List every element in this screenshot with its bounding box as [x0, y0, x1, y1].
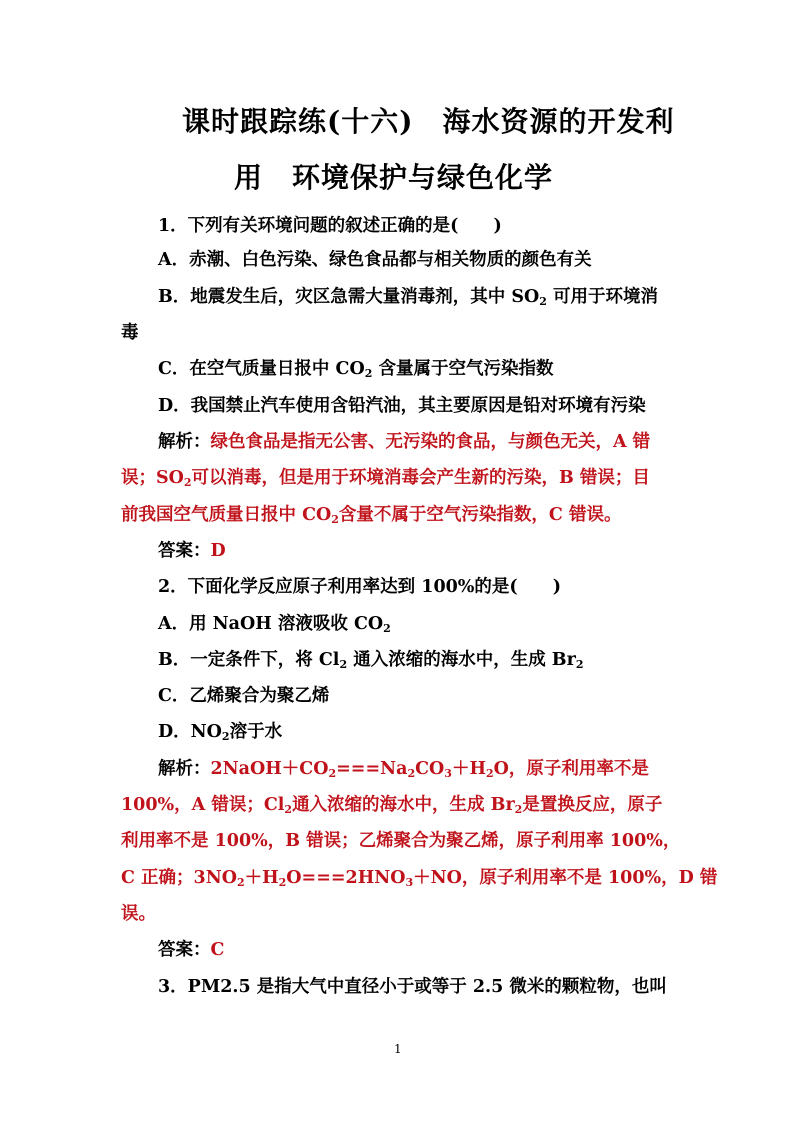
q2-analysis-line-2: 100%，A 错误；$Cl_2$通入浓缩的海水中，生成 $Br_2$是置换反应，原子 [121, 795, 663, 816]
q2-option-a: A．用 NaOH 溶液吸收 $CO_2$ [158, 614, 391, 635]
q1-stem: 1．下列有关环境问题的叙述正确的是( ) [158, 216, 502, 236]
q1-option-b-cont: 毒 [121, 323, 139, 343]
q2-answer: 答案：C [158, 940, 225, 960]
q2-analysis-line-1: 解析：$2NaOH+CO_2===Na_2CO_3+H_2O$，原子利用率不是 [158, 759, 649, 780]
q1-answer: 答案：D [158, 541, 226, 561]
q2-analysis-line-5: 误。 [121, 904, 156, 924]
page-number: 1 [394, 1042, 402, 1056]
page-title-line-1: 课时跟踪练(十六) 海水资源的开发利 [182, 105, 675, 138]
q1-option-d: D．我国禁止汽车使用含铅汽油，其主要原因是铅对环境有污染 [158, 396, 646, 416]
q2-stem: 2．下面化学反应原子利用率达到 100%的是( ) [158, 577, 561, 597]
q2-analysis-line-4: C 正确；$3NO_2+H_2O===2HNO_3+NO$，原子利用率不是 100%，D 错 [121, 868, 718, 889]
q1-analysis-line-2: 误；$SO_2$可以消毒，但是用于环境消毒会产生新的污染，B 错误；目 [121, 468, 650, 489]
q2-option-c: C．乙烯聚合为聚乙烯 [158, 686, 330, 706]
q2-option-d: D．$NO_2$溶于水 [158, 722, 283, 743]
q2-analysis-line-3: 利用率不是 100%，B 错误；乙烯聚合为聚乙烯，原子利用率 100%， [121, 831, 681, 851]
q1-option-b: B．地震发生后，灾区急需大量消毒剂，其中 $SO_2$ 可用于环境消 [158, 287, 659, 308]
q1-analysis-line-1: 解析：绿色食品是指无公害、无污染的食品，与颜色无关，A 错 [158, 432, 651, 452]
q1-option-a: A．赤潮、白色污染、绿色食品都与相关物质的颜色有关 [158, 250, 592, 270]
q1-option-c: C．在空气质量日报中 $CO_2$ 含量属于空气污染指数 [158, 359, 554, 380]
q1-analysis-line-3: 前我国空气质量日报中 $CO_2$含量不属于空气污染指数，C 错误。 [121, 505, 622, 526]
q3-stem: 3．PM2.5 是指大气中直径小于或等于 2.5 微米的颗粒物，也叫 [158, 977, 667, 997]
page-title-line-2: 用 环境保护与绿色化学 [234, 161, 554, 194]
q2-option-b: B．一定条件下，将 $Cl_2$ 通入浓缩的海水中，生成 $Br_2$ [158, 650, 584, 671]
